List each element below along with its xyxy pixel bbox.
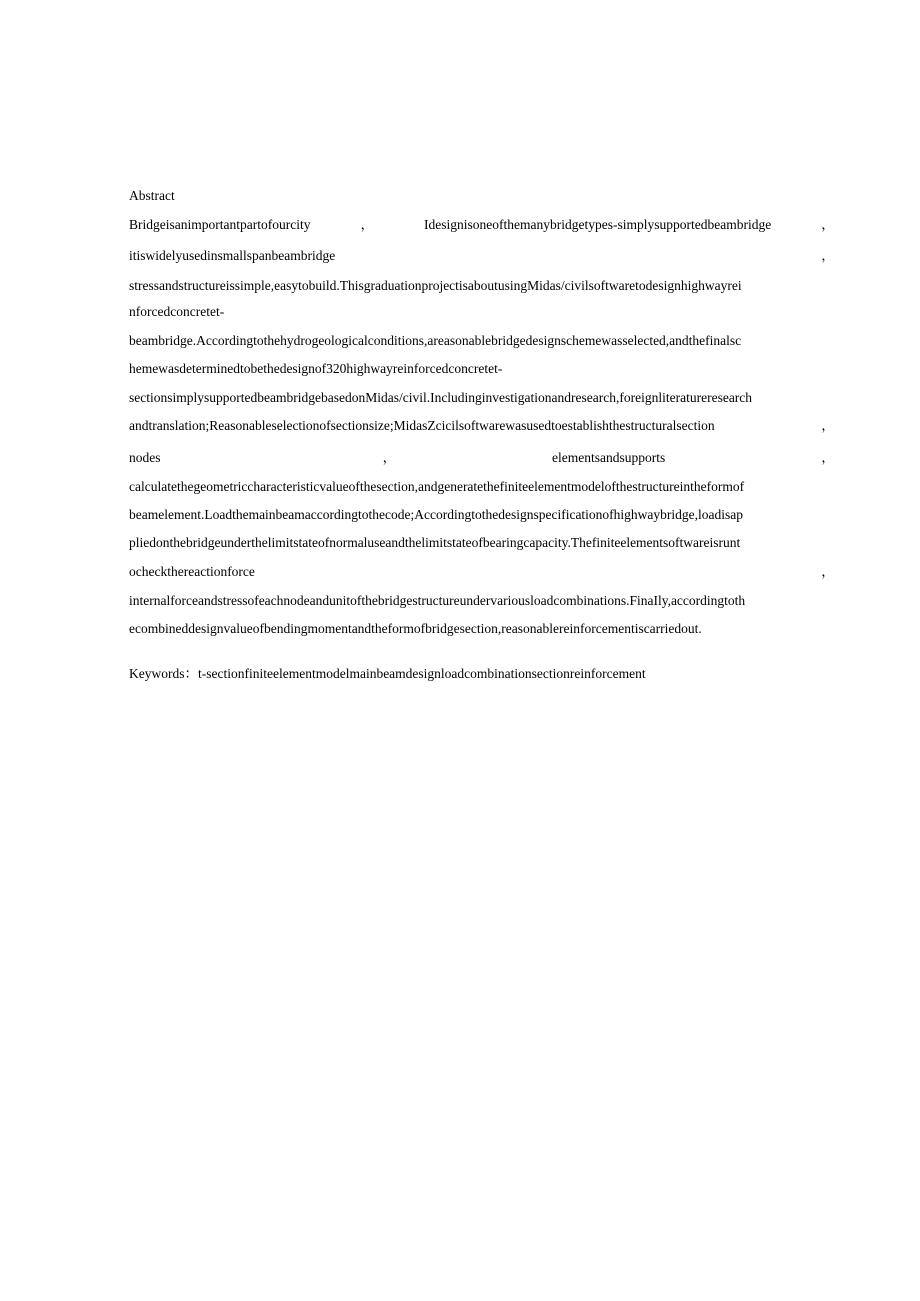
abstract-line-10: calculatethegeometriccharacteristicvalueofthesection,andgeneratethefiniteelementmodelofthestructureintheformof xyxy=(129,479,745,494)
comma: ， xyxy=(821,217,835,232)
abstract-heading: Abstract xyxy=(129,188,175,203)
abstract-line-4: nforcedconcretet- xyxy=(129,304,225,319)
comma: ， xyxy=(821,450,835,465)
abstract-line-1 xyxy=(129,216,835,234)
comma: ， xyxy=(821,418,835,433)
abstract-line-2 xyxy=(129,247,835,265)
abstract-line-5: beambridge.Accordingtothehydrogeologicalconditions,areasonablebridgedesignschemewasselected,andthefinalsc xyxy=(129,333,742,348)
text-segment: andtranslation;Reasonableselectionofsectionsize;MidasZcicilsoftwarewasusedtoestablishthestructuralsection xyxy=(129,418,715,433)
abstract-line-14: internalforceandstressofeachnodeandunitofthebridgestructureundervariousloadcombinations.FinaIly,accordingtoth xyxy=(129,593,746,608)
comma: ， xyxy=(360,217,374,232)
abstract-line-3: stressandstructureissimple,easytobuild.ThisgraduationprojectisaboutusingMidas/civilsoftwaretodesignhighwayrei xyxy=(129,278,742,293)
keywords-label: Keywords： xyxy=(129,666,198,681)
text-segment: elementsandsupports xyxy=(552,450,666,465)
abstract-line-7: sectionsimplysupportedbeambridgebasedonMidas/civil.Includinginvestigationandresearch,foreignliteratureresearch xyxy=(129,390,753,405)
text-segment: ocheckthereactionforce xyxy=(129,564,255,579)
text-segment: Bridgeisanimportantpartofourcity xyxy=(129,217,311,232)
keywords-line xyxy=(129,665,835,683)
keywords-text: t-sectionfiniteelementmodelmainbeamdesignloadcombinationsectionreinforcement xyxy=(198,666,646,681)
abstract-line-8 xyxy=(129,417,835,435)
abstract-line-11: beamelement.Loadthemainbeamaccordingtothecode;Accordingtothedesignspecificationofhighwaybridge,loadisap xyxy=(129,507,744,522)
text-segment: Idesignisoneofthemanybridgetypes-simplysupportedbeambridge xyxy=(424,217,772,232)
comma: ， xyxy=(821,248,835,263)
abstract-line-13 xyxy=(129,563,835,581)
comma: ， xyxy=(382,450,397,465)
abstract-line-9 xyxy=(129,449,835,467)
comma: ， xyxy=(821,564,835,579)
abstract-line-12: pliedonthebridgeunderthelimitstateofnormaluseandthelimitstateofbearingcapacity.Thefiniteelementsoftwareisrunt xyxy=(129,535,741,550)
text-segment: nodes xyxy=(129,450,161,465)
abstract-line-15: ecombineddesignvalueofbendingmomentandtheformofbridgesection,reasonablereinforcementiscarriedout. xyxy=(129,621,702,636)
abstract-line-6: hemewasdeterminedtobethedesignof320highwayreinforcedconcretet- xyxy=(129,361,503,376)
text-segment: itiswidelyusedinsmallspanbeambridge xyxy=(129,248,336,263)
